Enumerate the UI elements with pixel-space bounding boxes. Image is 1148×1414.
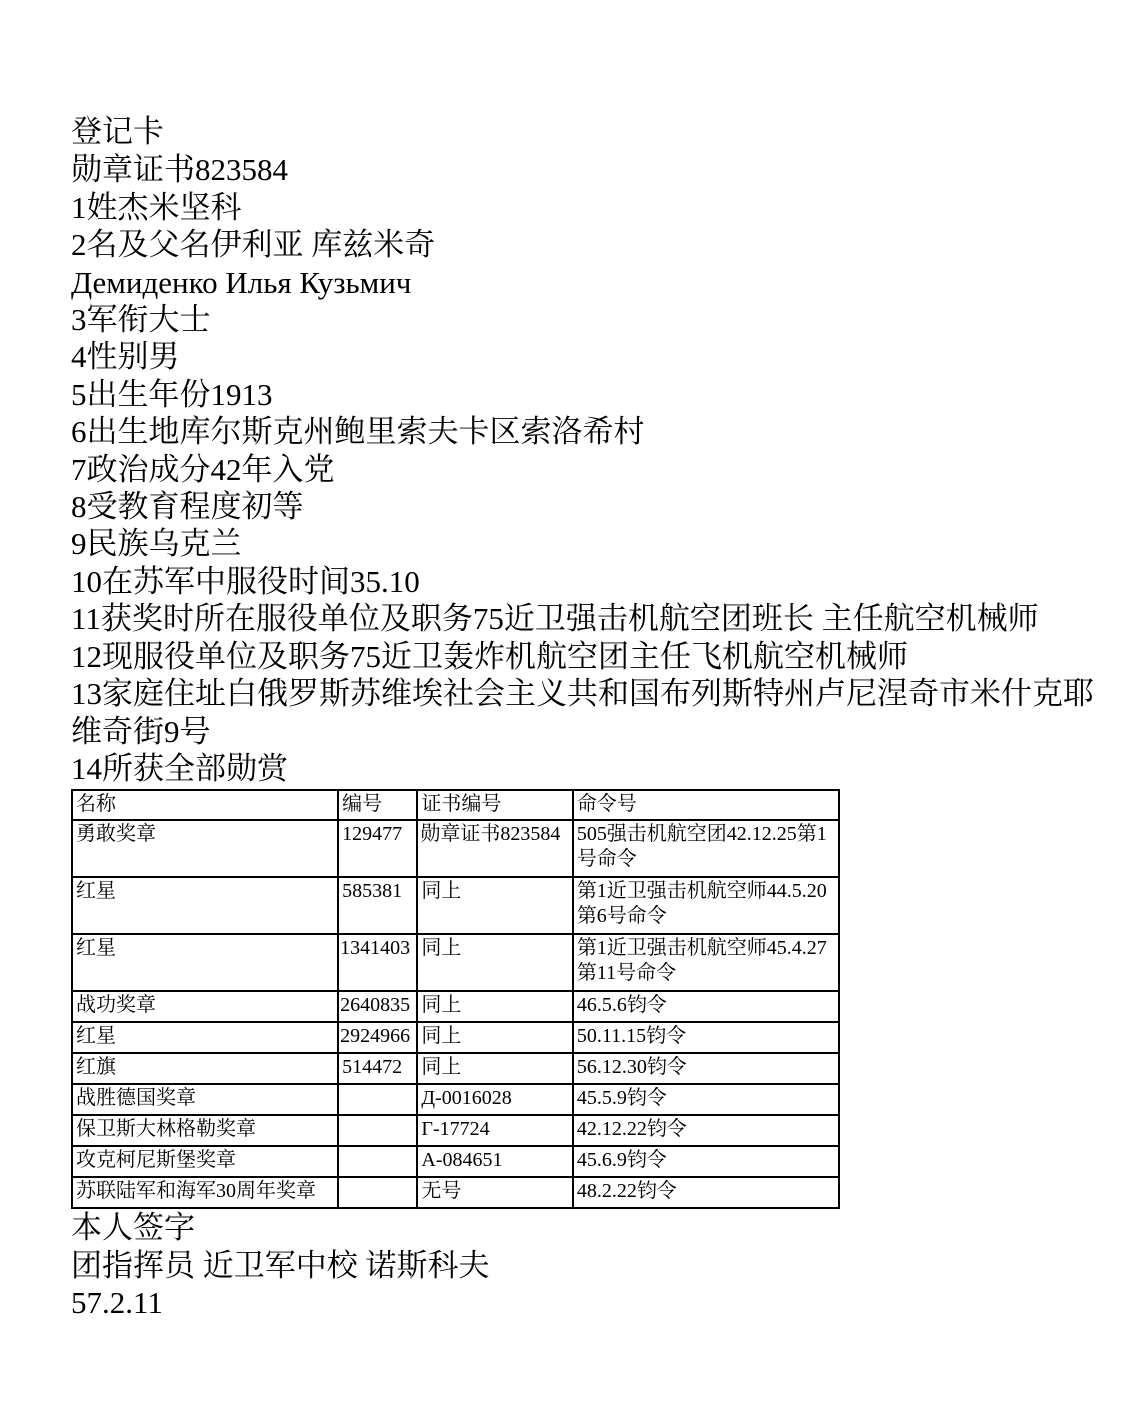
cell-certificate: 同上 bbox=[417, 934, 572, 991]
cell-name: 战功奖章 bbox=[72, 991, 338, 1022]
table-row bbox=[72, 820, 839, 877]
field-value: 初等 bbox=[241, 489, 304, 525]
cell-number bbox=[338, 1115, 417, 1146]
field-label: 9民族 bbox=[71, 526, 149, 562]
cell-order: 42.12.22钧令 bbox=[573, 1115, 839, 1146]
field-label: 1姓 bbox=[71, 189, 118, 225]
field-service-time bbox=[71, 563, 1111, 600]
field-value: 库尔斯克州鲍里索夫卡区索洛希村 bbox=[179, 414, 645, 450]
field-current-unit bbox=[71, 638, 1111, 675]
table-row bbox=[72, 1053, 839, 1084]
cell-name: 红星 bbox=[72, 934, 338, 991]
field-birthplace bbox=[71, 413, 1111, 450]
field-label: 8受教育程度 bbox=[71, 489, 242, 525]
header-order: 命令号 bbox=[573, 790, 839, 820]
field-surname bbox=[71, 189, 1111, 226]
field-value: Демиденко Илья Кузьмич bbox=[71, 264, 412, 300]
field-label: 2名及父名 bbox=[71, 227, 211, 263]
cell-order: 505强击机航空团42.12.25第1号命令 bbox=[573, 820, 839, 877]
header-certificate: 证书编号 bbox=[417, 790, 572, 820]
field-value: 42年入党 bbox=[210, 451, 335, 487]
cell-name: 苏联陆军和海军30周年奖章 bbox=[72, 1177, 338, 1208]
table-row bbox=[72, 1084, 839, 1115]
field-label: 6出生地 bbox=[71, 414, 180, 450]
cell-certificate: Д-0016028 bbox=[417, 1084, 572, 1115]
field-russian-name bbox=[71, 264, 1111, 301]
cell-certificate: 同上 bbox=[417, 1022, 572, 1053]
table-row bbox=[72, 1115, 839, 1146]
signer: 团指挥员 近卫军中校 诺斯科夫 bbox=[71, 1247, 490, 1283]
field-label: 4性别 bbox=[71, 339, 149, 375]
cell-number bbox=[338, 1177, 417, 1208]
table-row bbox=[72, 991, 839, 1022]
cell-certificate: 同上 bbox=[417, 991, 572, 1022]
registration-card bbox=[71, 114, 1111, 1322]
cell-order: 45.5.9钧令 bbox=[573, 1084, 839, 1115]
field-value: 75近卫强击机航空团班长 主任航空机械师 bbox=[472, 601, 1039, 637]
cell-number: 1341403 bbox=[338, 934, 417, 991]
cell-number: 2640835 bbox=[338, 991, 417, 1022]
table-row bbox=[72, 934, 839, 991]
field-value: 1913 bbox=[210, 376, 273, 412]
header-number: 编号 bbox=[338, 790, 417, 820]
field-nationality bbox=[71, 525, 1111, 562]
table-row bbox=[72, 1022, 839, 1053]
field-political-status bbox=[71, 451, 1111, 488]
field-value: 伊利亚 库兹米奇 bbox=[210, 227, 436, 263]
field-label: 11获奖时所在服役单位及职务 bbox=[71, 601, 473, 637]
cell-name: 战胜德国奖章 bbox=[72, 1084, 338, 1115]
field-all-awards bbox=[71, 750, 1111, 787]
cell-certificate: Г-17724 bbox=[417, 1115, 572, 1146]
field-label: 5出生年份 bbox=[71, 376, 211, 412]
table-row bbox=[72, 1146, 839, 1177]
cell-name: 攻克柯尼斯堡奖章 bbox=[72, 1146, 338, 1177]
table-header-row bbox=[72, 790, 839, 820]
field-label: 12现服役单位及职务 bbox=[71, 638, 350, 674]
field-value: 男 bbox=[148, 339, 180, 375]
cell-order: 56.12.30钧令 bbox=[573, 1053, 839, 1084]
card-title: 登记卡 bbox=[71, 114, 164, 150]
signature-date: 57.2.11 bbox=[71, 1285, 163, 1321]
cell-number: 129477 bbox=[338, 820, 417, 877]
field-award-unit bbox=[71, 600, 1111, 637]
field-label: 13家庭住址 bbox=[71, 676, 226, 712]
field-value: 35.10 bbox=[350, 563, 420, 599]
cell-order: 48.2.22钧令 bbox=[573, 1177, 839, 1208]
cell-order: 50.11.15钧令 bbox=[573, 1022, 839, 1053]
cell-order: 第1近卫强击机航空师45.4.27第11号命令 bbox=[573, 934, 839, 991]
cell-name: 保卫斯大林格勒奖章 bbox=[72, 1115, 338, 1146]
field-value: 75近卫轰炸机航空团主任飞机航空机械师 bbox=[350, 638, 908, 674]
cell-name: 红星 bbox=[72, 1022, 338, 1053]
cell-number bbox=[338, 1146, 417, 1177]
field-label: 14所获全部勋赏 bbox=[71, 750, 288, 786]
cell-certificate: 无号 bbox=[417, 1177, 572, 1208]
field-name-patronymic bbox=[71, 226, 1111, 263]
cell-order: 45.6.9钧令 bbox=[573, 1146, 839, 1177]
field-value: 白俄罗斯苏维埃社会主义共和国布列斯特州卢尼涅奇市米什克耶维奇街9号 bbox=[71, 676, 1094, 749]
signature-label: 本人签字 bbox=[71, 1210, 195, 1246]
cell-certificate: А-084651 bbox=[417, 1146, 572, 1177]
cell-certificate: 勋章证书823584 bbox=[417, 820, 572, 877]
field-home-address bbox=[71, 675, 1111, 750]
field-label: 10在苏军中服役时间 bbox=[71, 563, 350, 599]
cell-order: 46.5.6钧令 bbox=[573, 991, 839, 1022]
field-label: 3军衔 bbox=[71, 302, 149, 338]
certificate-number: 勋章证书823584 bbox=[71, 152, 288, 188]
field-value: 杰米坚科 bbox=[117, 189, 242, 225]
cell-name: 红旗 bbox=[72, 1053, 338, 1084]
cell-name: 红星 bbox=[72, 877, 338, 934]
header-name: 名称 bbox=[72, 790, 338, 820]
table-row bbox=[72, 877, 839, 934]
field-rank bbox=[71, 301, 1111, 338]
cell-number bbox=[338, 1084, 417, 1115]
field-value: 乌克兰 bbox=[148, 526, 242, 562]
cell-number: 514472 bbox=[338, 1053, 417, 1084]
field-education bbox=[71, 488, 1111, 525]
field-birth-year bbox=[71, 376, 1111, 413]
field-label: 7政治成分 bbox=[71, 451, 211, 487]
cell-name: 勇敢奖章 bbox=[72, 820, 338, 877]
table-row bbox=[72, 1177, 839, 1208]
cell-certificate: 同上 bbox=[417, 877, 572, 934]
cell-number: 585381 bbox=[338, 877, 417, 934]
awards-table bbox=[71, 789, 840, 1209]
cell-number: 2924966 bbox=[338, 1022, 417, 1053]
cell-order: 第1近卫强击机航空师44.5.20第6号命令 bbox=[573, 877, 839, 934]
field-value: 大士 bbox=[148, 302, 211, 338]
cell-certificate: 同上 bbox=[417, 1053, 572, 1084]
field-sex bbox=[71, 338, 1111, 375]
